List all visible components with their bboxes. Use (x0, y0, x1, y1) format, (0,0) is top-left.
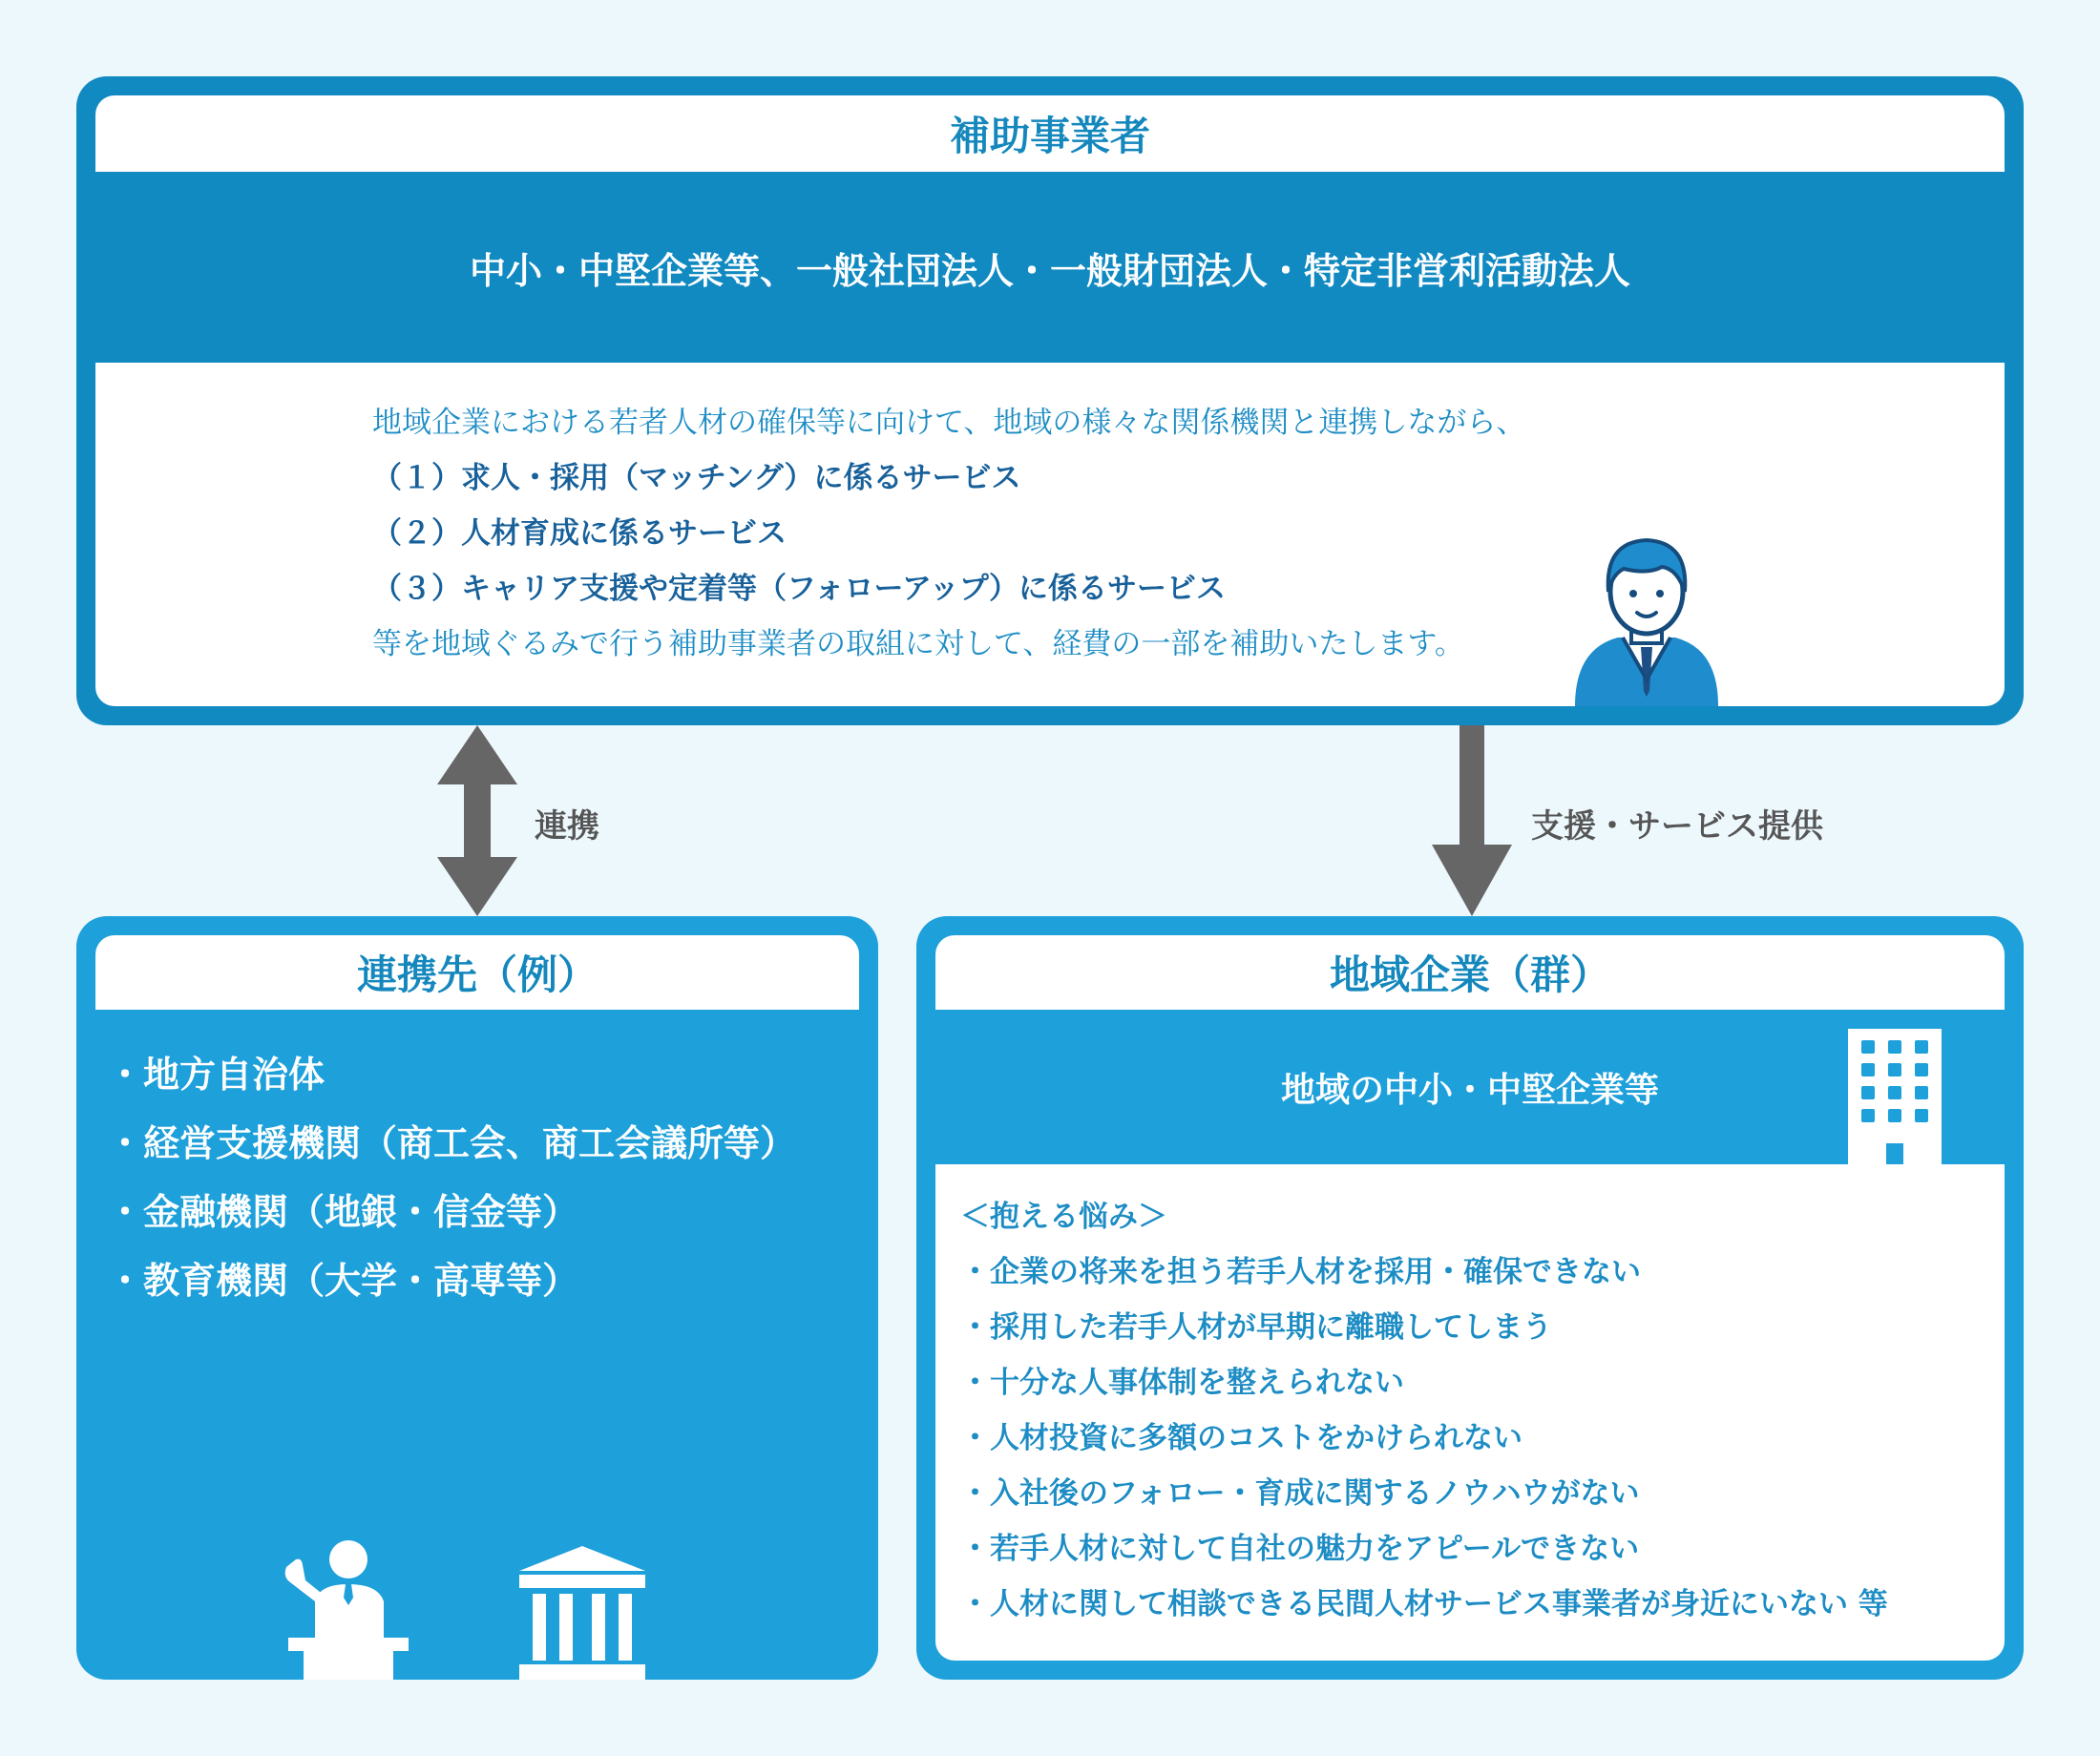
grantee-types: 中小・中堅企業等、一般社団法人・一般財団法人・特定非営利活動法人 (469, 249, 1630, 292)
partner-item: ・教育機関（大学・高専等） (107, 1260, 579, 1302)
concern-item: ・人材投資に多額のコストをかけられない (960, 1421, 1522, 1455)
description-outro: 等を地域ぐるみで行う補助事業者の取組に対して、経費の一部を補助いたします。 (372, 627, 1464, 661)
concerns-heading: ＜抱える悩み＞ (960, 1200, 1167, 1234)
grantee-title: 補助事業者 (949, 113, 1150, 159)
down-arrow-icon (1432, 725, 1512, 916)
description-intro: 地域企業における若者人材の確保等に向けて、地域の様々な関係機関と連携しながら、 (372, 406, 1526, 440)
regional-companies-band (935, 1010, 2005, 1164)
concerns-panel (935, 1164, 2005, 1661)
businessman-icon (1570, 525, 1723, 706)
concern-item: ・入社後のフォロー・育成に関するノウハウがない (960, 1476, 1640, 1511)
concerns-list (960, 1189, 2001, 1632)
partners-list (107, 1040, 871, 1315)
concern-item: ・人材に関して相談できる民間人材サービス事業者が身近にいない 等 (960, 1587, 1888, 1621)
support-service-label: 支援・サービス提供 (1531, 807, 1823, 846)
partner-item: ・経営支援機関（商工会、商工会議所等） (107, 1122, 797, 1164)
office-building-icon (1848, 1029, 1942, 1164)
partner-item: ・地方自治体 (107, 1054, 326, 1096)
partners-title: 連携先（例） (356, 951, 598, 998)
service-item: （３）キャリア支援や定着等（フォローアップ）に係るサービス (372, 572, 1227, 606)
concern-item: ・若手人材に対して自社の魅力をアピールできない (960, 1532, 1640, 1566)
concern-item: ・採用した若手人材が早期に離職してしまう (960, 1310, 1552, 1345)
speaker-podium-icon (277, 1538, 430, 1680)
regional-companies-header (935, 935, 2005, 1010)
grantee-description-panel (95, 363, 2005, 706)
partner-item: ・金融機関（地銀・信金等） (107, 1191, 579, 1233)
regional-companies-subtitle: 地域の中小・中堅企業等 (1280, 1070, 1659, 1110)
service-item: （２）人材育成に係るサービス (372, 516, 787, 551)
cooperation-label: 連携 (535, 807, 599, 846)
regional-companies-title: 地域企業（群） (1329, 951, 1610, 998)
service-item: （１）求人・採用（マッチング）に係るサービス (372, 461, 1021, 495)
institution-building-icon (519, 1546, 645, 1680)
concern-item: ・企業の将来を担う若手人材を採用・確保できない (960, 1255, 1641, 1289)
grantee-header (95, 95, 2005, 172)
partners-header (95, 935, 859, 1010)
grantee-band (95, 172, 2005, 363)
concern-item: ・十分な人事体制を整えられない (960, 1366, 1404, 1400)
double-arrow-icon (437, 725, 517, 916)
grantee-description (372, 395, 1709, 672)
